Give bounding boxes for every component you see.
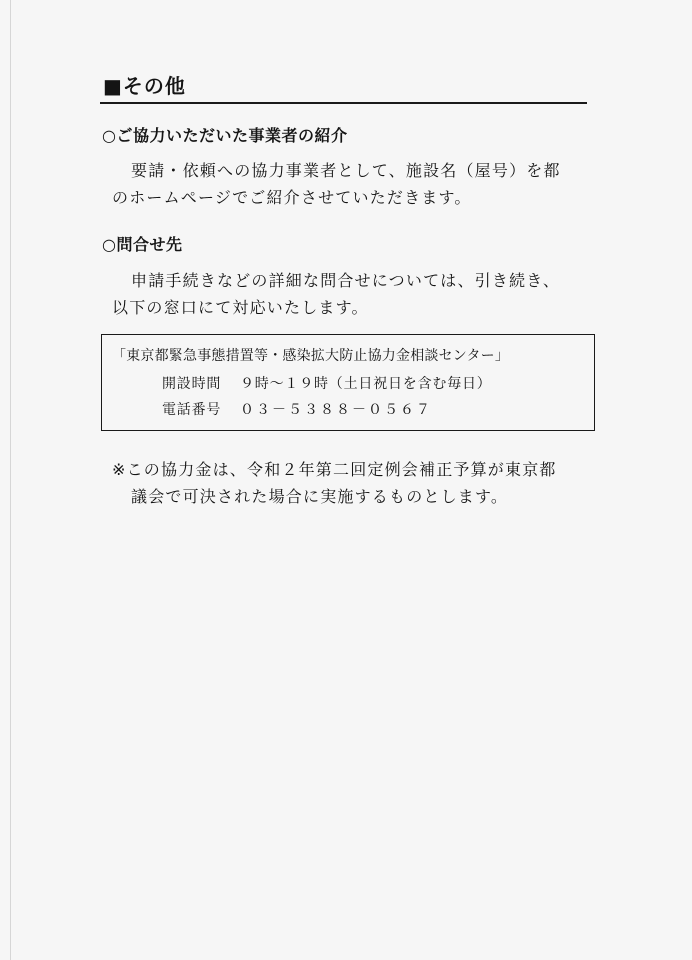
- phone-label: 電話番号: [162, 402, 222, 418]
- note-line-1: ※この協力金は、令和２年第二回定例会補正予算が東京都: [112, 460, 557, 479]
- section-heading: ■その他: [103, 74, 186, 98]
- heading-underline: [100, 102, 587, 104]
- inquiry-text-line-1: 申請手続きなどの詳細な問合せについては、引き続き、: [131, 271, 561, 290]
- phone-value: ０３－５３８８－０５６７: [240, 402, 432, 418]
- note-line-2: 議会で可決された場合に実施するものとします。: [131, 487, 509, 506]
- contact-box: [101, 334, 595, 431]
- center-name: 「東京都緊急事態措置等・感染拡大防止協力金相談センター」: [112, 348, 510, 364]
- cooperation-heading: ○ご協力いただいた事業者の紹介: [102, 126, 348, 145]
- inquiry-heading: ○問合せ先: [102, 235, 183, 254]
- page-edge-line: [10, 0, 11, 960]
- cooperation-text-line-1: 要請・依頼への協力事業者として、施設名（屋号）を都: [131, 161, 561, 180]
- hours-value: ９時～１９時（土日祝日を含む毎日）: [240, 376, 492, 392]
- inquiry-text-line-2: 以下の窓口にて対応いたします。: [112, 298, 369, 317]
- hours-label: 開設時間: [162, 376, 222, 392]
- cooperation-text-line-2: のホームページでご紹介させていただきます。: [112, 188, 472, 207]
